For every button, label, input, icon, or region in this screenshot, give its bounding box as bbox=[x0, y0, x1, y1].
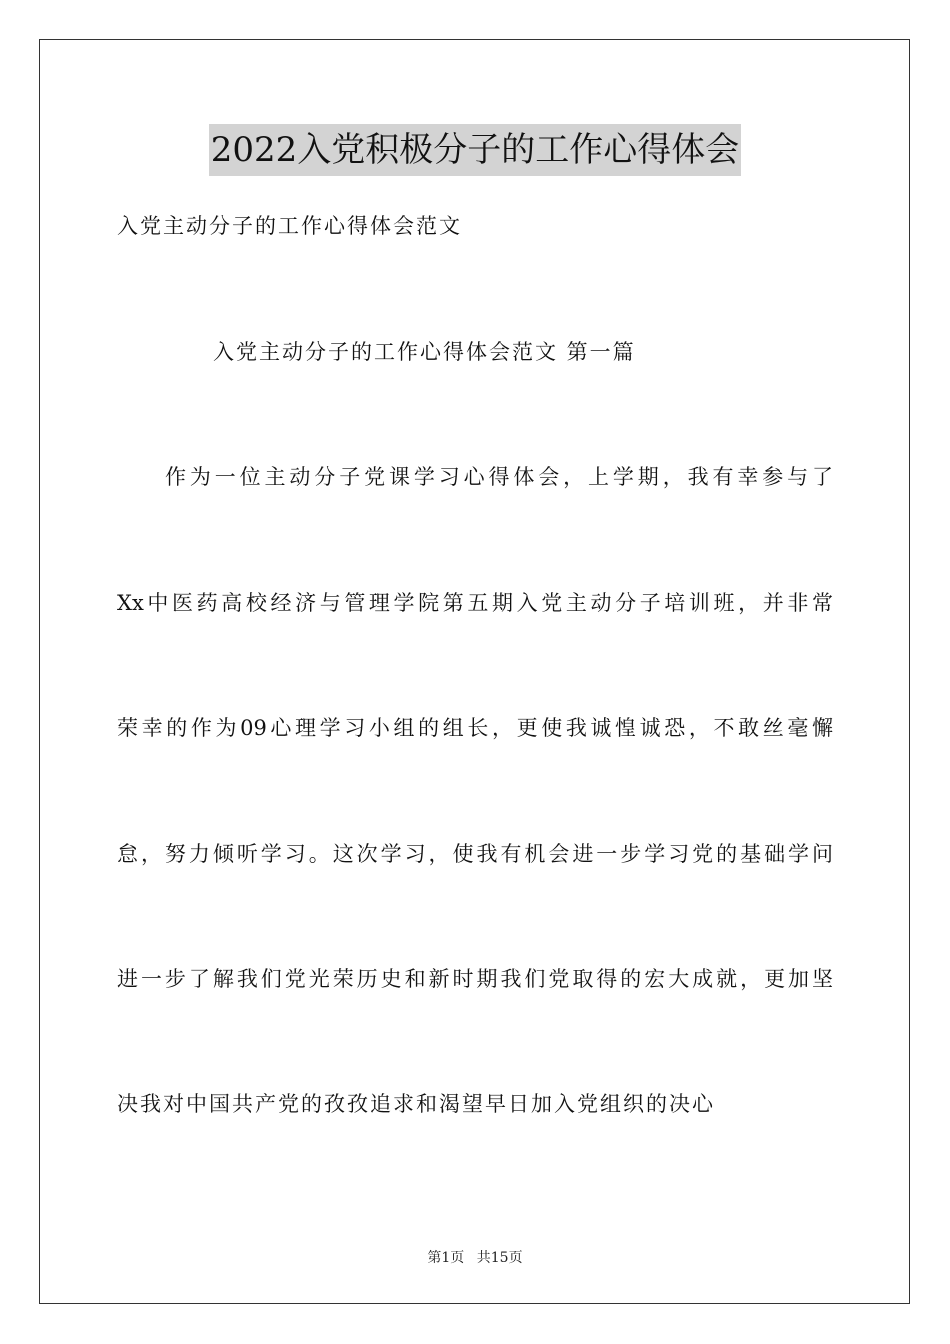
page-number: 第1页 bbox=[427, 1250, 465, 1266]
paragraph-line: Xx中医药高校经济与管理学院第五期入党主动分子培训班，并非常 bbox=[117, 591, 833, 615]
paragraph-line: 作为一位主动分子党课学习心得体会，上学期，我有幸参与了 bbox=[165, 465, 833, 489]
document-title-text: 2022入党积极分子的工作心得体会 bbox=[209, 124, 742, 176]
page-footer bbox=[0, 1247, 950, 1267]
document-title bbox=[0, 124, 950, 176]
document-subtitle: 入党主动分子的工作心得体会范文 bbox=[117, 214, 462, 238]
paragraph-line: 决我对中国共产党的孜孜追求和渴望早日加入党组织的决心 bbox=[117, 1092, 715, 1116]
paragraph-line: 荣幸的作为09心理学习小组的组长，更使我诚惶诚恐，不敢丝毫懈 bbox=[117, 716, 833, 740]
section-heading: 入党主动分子的工作心得体会范文 第一篇 bbox=[213, 340, 636, 364]
total-pages: 共15页 bbox=[476, 1250, 523, 1266]
paragraph-line: 怠，努力倾听学习。这次学习，使我有机会进一步学习党的基础学问 bbox=[117, 842, 833, 866]
paragraph-line: 进一步了解我们党光荣历史和新时期我们党取得的宏大成就，更加坚 bbox=[117, 967, 833, 991]
